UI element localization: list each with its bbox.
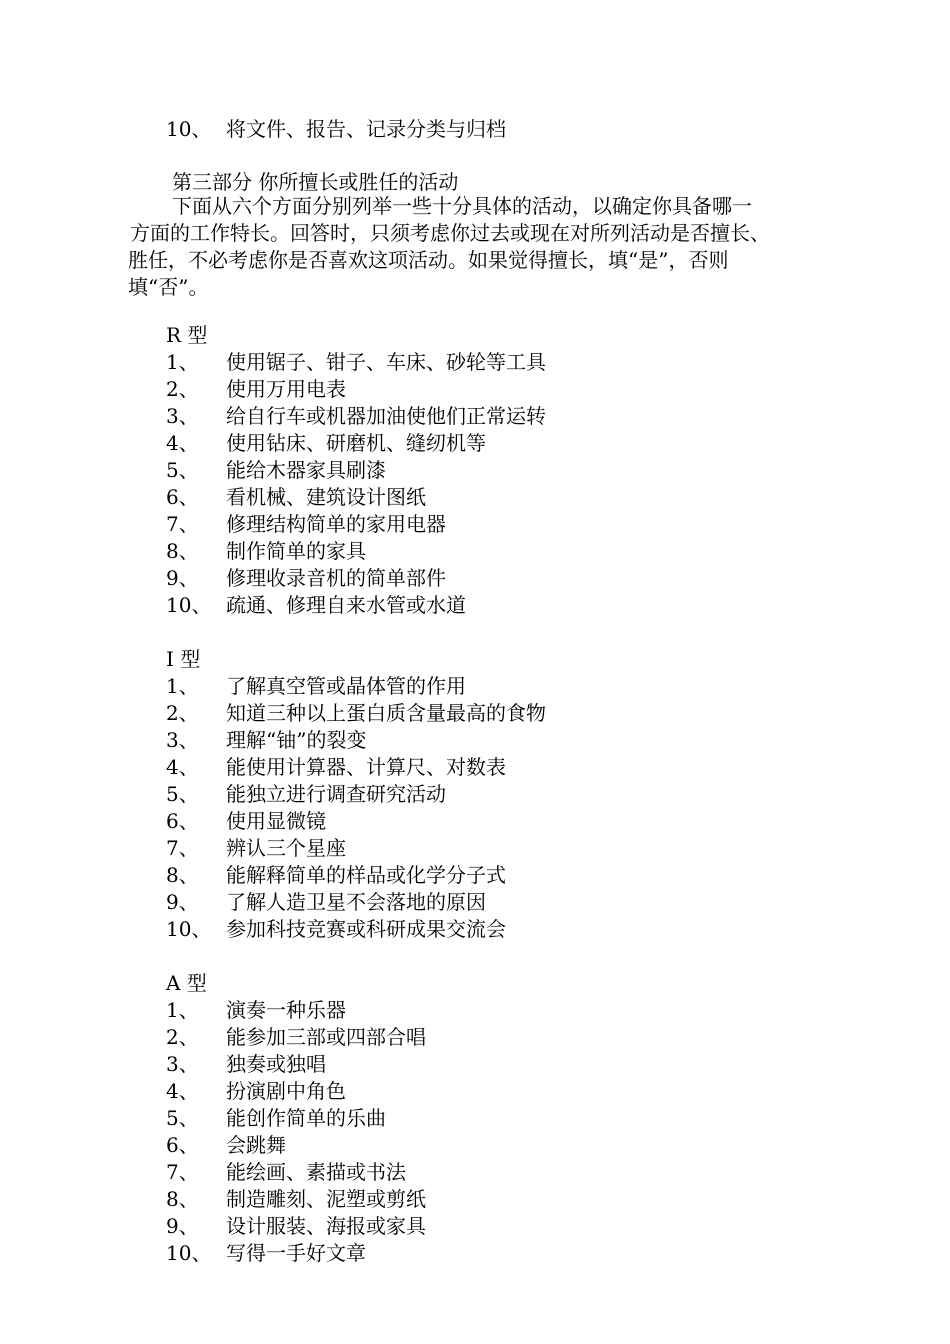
item-text: 演奏一种乐器 (226, 998, 346, 1022)
item-number: 9、 (166, 890, 199, 914)
item-text: 制造雕刻、泥塑或剪纸 (226, 1187, 426, 1211)
item-number: 4、 (166, 755, 199, 779)
item-text: 辨认三个星座 (226, 836, 346, 860)
item-number: 3、 (166, 1052, 199, 1076)
list-item (166, 1240, 366, 1267)
list-item (166, 727, 366, 754)
item-text: 写得一手好文章 (226, 1241, 366, 1265)
list-item (166, 1078, 346, 1105)
item-text: 使用钻床、研磨机、缝纫机等 (226, 431, 486, 455)
item-text: 将文件、报告、记录分类与归档 (226, 117, 506, 141)
list-item (166, 997, 346, 1024)
list-item (166, 1186, 426, 1213)
item-number: 1、 (166, 674, 199, 698)
item-text: 能独立进行调查研究活动 (226, 782, 446, 806)
item-number: 9、 (166, 1214, 199, 1238)
list-item (166, 916, 506, 943)
list-item (166, 862, 506, 889)
item-number: 5、 (166, 1106, 199, 1130)
item-number: 8、 (166, 863, 199, 887)
type-heading-a: A 型 (166, 971, 207, 995)
item-text: 理解“铀”的裂变 (226, 728, 367, 752)
item-text: 使用万用电表 (226, 377, 346, 401)
item-number: 8、 (166, 1187, 199, 1211)
item-number: 3、 (166, 404, 199, 428)
item-text: 使用锯子、钳子、车床、砂轮等工具 (226, 350, 546, 374)
item-number: 1、 (166, 998, 199, 1022)
item-number: 2、 (166, 1025, 199, 1049)
item-text: 知道三种以上蛋白质含量最高的食物 (226, 701, 546, 725)
item-text: 制作简单的家具 (226, 539, 366, 563)
item-text: 设计服装、海报或家具 (226, 1214, 426, 1238)
list-item (166, 700, 546, 727)
section-title: 第三部分 你所擅长或胜任的活动 (172, 170, 459, 194)
item-number: 5、 (166, 458, 199, 482)
item-text: 了解真空管或晶体管的作用 (226, 674, 466, 698)
item-number: 7、 (166, 836, 199, 860)
list-item (166, 1159, 406, 1186)
item-text: 能使用计算器、计算尺、对数表 (226, 755, 506, 779)
item-number: 2、 (166, 701, 199, 725)
item-number: 4、 (166, 431, 199, 455)
item-number: 10、 (166, 593, 212, 617)
intro-line: 方面的工作特长。回答时，只须考虑你过去或现在对所列活动是否擅长、 (130, 221, 770, 245)
item-number: 10、 (166, 917, 212, 941)
list-item (166, 1213, 426, 1240)
item-number: 6、 (166, 485, 199, 509)
item-text: 能绘画、素描或书法 (226, 1160, 406, 1184)
item-text: 修理结构简单的家用电器 (226, 512, 446, 536)
item-text: 扮演剧中角色 (226, 1079, 346, 1103)
item-number: 1、 (166, 350, 199, 374)
item-text: 使用显微镜 (226, 809, 326, 833)
item-number: 9、 (166, 566, 199, 590)
list-item (166, 376, 346, 403)
list-item (166, 1132, 286, 1159)
item-number: 7、 (166, 1160, 199, 1184)
item-text: 给自行车或机器加油使他们正常运转 (226, 404, 546, 428)
item-number: 3、 (166, 728, 199, 752)
item-text: 疏通、修理自来水管或水道 (226, 593, 466, 617)
item-text: 独奏或独唱 (226, 1052, 326, 1076)
item-text: 了解人造卫星不会落地的原因 (226, 890, 486, 914)
list-item (166, 511, 446, 538)
item-text: 参加科技竞赛或科研成果交流会 (226, 917, 506, 941)
list-item (166, 592, 466, 619)
item-text: 能给木器家具刷漆 (226, 458, 386, 482)
list-item (166, 835, 346, 862)
intro-line: 胜任，不必考虑你是否喜欢这项活动。如果觉得擅长，填“是”，否则 (128, 248, 729, 272)
item-number: 5、 (166, 782, 199, 806)
item-text: 修理收录音机的简单部件 (226, 566, 446, 590)
item-number: 6、 (166, 1133, 199, 1157)
item-text: 看机械、建筑设计图纸 (226, 485, 426, 509)
list-item (166, 457, 386, 484)
intro-paragraph (128, 193, 843, 301)
list-item (166, 889, 486, 916)
item-text: 会跳舞 (226, 1133, 286, 1157)
list-item (166, 781, 446, 808)
item-number: 4、 (166, 1079, 199, 1103)
list-item (166, 1105, 386, 1132)
item-number: 6、 (166, 809, 199, 833)
list-item (166, 1051, 326, 1078)
item-number: 10、 (166, 117, 212, 141)
list-item (166, 1024, 426, 1051)
list-item (166, 430, 486, 457)
list-item (166, 565, 446, 592)
item-number: 7、 (166, 512, 199, 536)
list-item (166, 538, 366, 565)
list-item (166, 403, 546, 430)
item-text: 能解释简单的样品或化学分子式 (226, 863, 506, 887)
list-item (166, 116, 506, 143)
list-item (166, 754, 506, 781)
item-number: 2、 (166, 377, 199, 401)
list-item (166, 349, 546, 376)
type-heading-r: R 型 (166, 323, 208, 347)
item-text: 能参加三部或四部合唱 (226, 1025, 426, 1049)
type-heading-i: I 型 (166, 647, 201, 671)
list-item (166, 484, 426, 511)
item-text: 能创作简单的乐曲 (226, 1106, 386, 1130)
list-item (166, 808, 326, 835)
intro-line: 填“否”。 (128, 275, 209, 299)
intro-line: 下面从六个方面分别列举一些十分具体的活动，以确定你具备哪一 (172, 194, 752, 218)
list-item (166, 673, 466, 700)
item-number: 10、 (166, 1241, 212, 1265)
item-number: 8、 (166, 539, 199, 563)
